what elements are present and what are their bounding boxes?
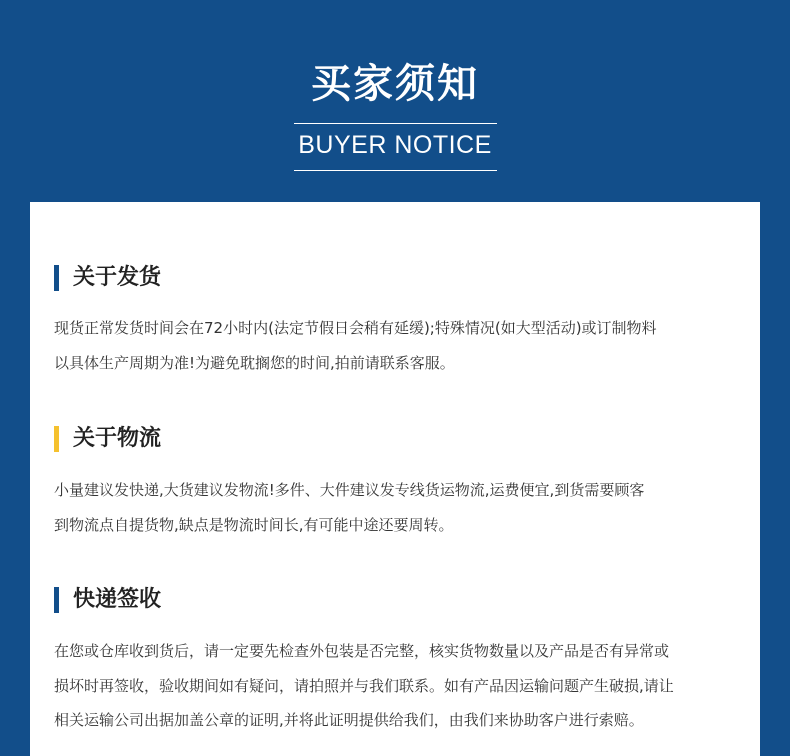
section-heading	[54, 585, 744, 615]
section-text-line: 损坏时再签收，验收期间如有疑问，请拍照并与我们联系。如有产品因运输问题产生破损,请让	[54, 677, 674, 695]
section-text-line: 到物流点自提货物,缺点是物流时间长,有可能中途还要周转。	[54, 516, 454, 534]
page-title: 买家须知	[311, 61, 479, 107]
section-text-line: 相关运输公司出据加盖公章的证明,并将此证明提供给我们，由我们来协助客户进行索赔。	[54, 711, 644, 729]
section-title: 关于发货	[73, 265, 162, 290]
section-text-line: 现货正常发货时间会在72小时内(法定节假日会稍有延缓);特殊情况(如大型活动)或订制物料	[54, 319, 657, 337]
section-marker	[54, 265, 59, 291]
section-text-line: 小量建议发快递,大货建议发物流!多件、大件建议发专线货运物流,运费便宜,到货需要顾客	[54, 481, 645, 499]
title-divider-top	[294, 123, 497, 124]
header-banner	[0, 0, 790, 202]
section-text-line: 以具体生产周期为准!为避免耽搁您的时间,拍前请联系客服。	[54, 354, 455, 372]
title-divider-bottom	[294, 170, 497, 171]
section-title: 快递签收	[73, 587, 162, 612]
section-text-line: 在您或仓库收到货后，请一定要先检查外包装是否完整，核实货物数量以及产品是否有异常或	[54, 642, 670, 660]
section-delivery-receipt	[54, 585, 744, 729]
notice-panel	[30, 202, 760, 756]
section-marker	[54, 587, 59, 613]
section-heading	[54, 424, 744, 454]
page-subtitle: BUYER NOTICE	[298, 131, 492, 159]
section-logistics	[54, 424, 744, 534]
section-shipping	[54, 263, 744, 372]
section-heading	[54, 263, 744, 293]
section-marker	[54, 426, 59, 452]
section-title: 关于物流	[73, 426, 162, 451]
